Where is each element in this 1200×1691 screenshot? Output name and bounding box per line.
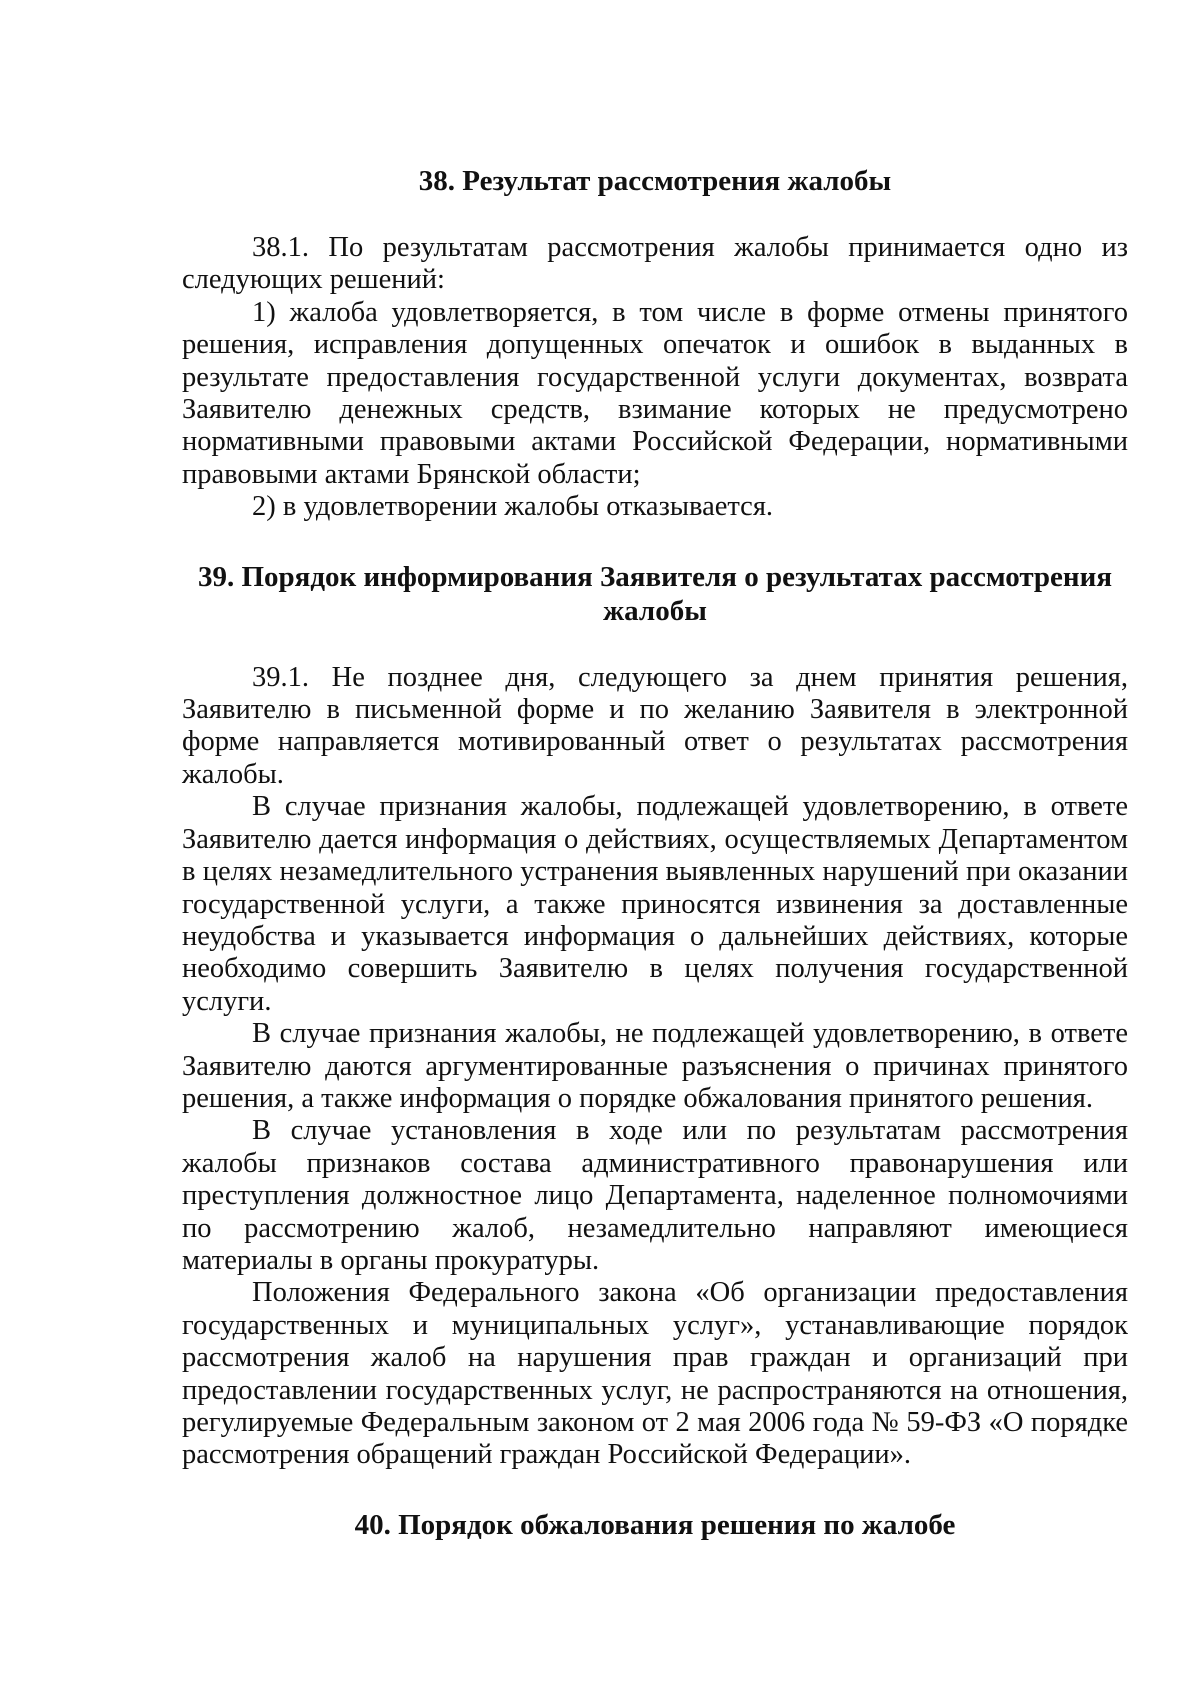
paragraph-39-1: 39.1. Не позднее дня, следующего за днем принятия решения, Заявителю в письменной форме и по желанию Заявителя в электронной форме направляется мотивированный ответ о результатах рассмотрения жалобы. <box>182 661 1128 790</box>
document-page <box>182 164 1128 1542</box>
paragraph-39-rejected: В случае признания жалобы, не подлежащей удовлетворению, в ответе Заявителю даются аргументированные разъяснения о причинах принятого решения, а также информация о порядке обжалования принятого решения. <box>182 1018 1128 1114</box>
section-heading-39: 39. Порядок информирования Заявителя о результатах рассмотрения жалобы <box>197 560 1113 627</box>
paragraph-39-satisfied: В случае признания жалобы, подлежащей удовлетворению, в ответе Заявителю дается информация о действиях, осуществляемых Департаментом в целях незамедлительного устранения выявленных нарушений при оказании государственной услуги, а также приносятся извинения за доставленные неудобства и указывается информация о дальнейших действиях, которые необходимо совершить Заявителю в целях получения государственной услуги. <box>182 791 1128 1017</box>
paragraph-38-1-item-1: 1) жалоба удовлетворяется, в том числе в форме отмены принятого решения, исправления допущенных опечаток и ошибок в выданных в результате предоставления государственной услуги документах, возврата Заявителю денежных средств, взимание которых не предусмотрено нормативными правовыми актами Российской Федерации, нормативными правовыми актами Брянской области; <box>182 296 1128 490</box>
paragraph-38-1-item-2: 2) в удовлетворении жалобы отказывается. <box>252 491 774 523</box>
paragraph-39-federal-law: Положения Федерального закона «Об организации предоставления государственных и муниципальных услуг», устанавливающие порядок рассмотрения жалоб на нарушения прав граждан и организаций при предоставлении государственных услуг, не распространяются на отношения, регулируемые Федеральным законом от 2 мая 2006 года № 59-ФЗ «О порядке рассмотрения обращений граждан Российской Федерации». <box>182 1277 1128 1471</box>
section-heading-40: 40. Порядок обжалования решения по жалобе <box>354 1508 956 1541</box>
paragraph-39-prosecution: В случае установления в ходе или по результатам рассмотрения жалобы признаков состава административного правонарушения или преступления должностное лицо Департамента, наделенное полномочиями по рассмотрению жалоб, незамедлительно направляют имеющиеся материалы в органы прокуратуры. <box>182 1115 1128 1276</box>
paragraph-38-1: 38.1. По результатам рассмотрения жалобы принимается одно из следующих решений: <box>182 232 1128 296</box>
section-heading-38: 38. Результат рассмотрения жалобы <box>418 165 892 197</box>
